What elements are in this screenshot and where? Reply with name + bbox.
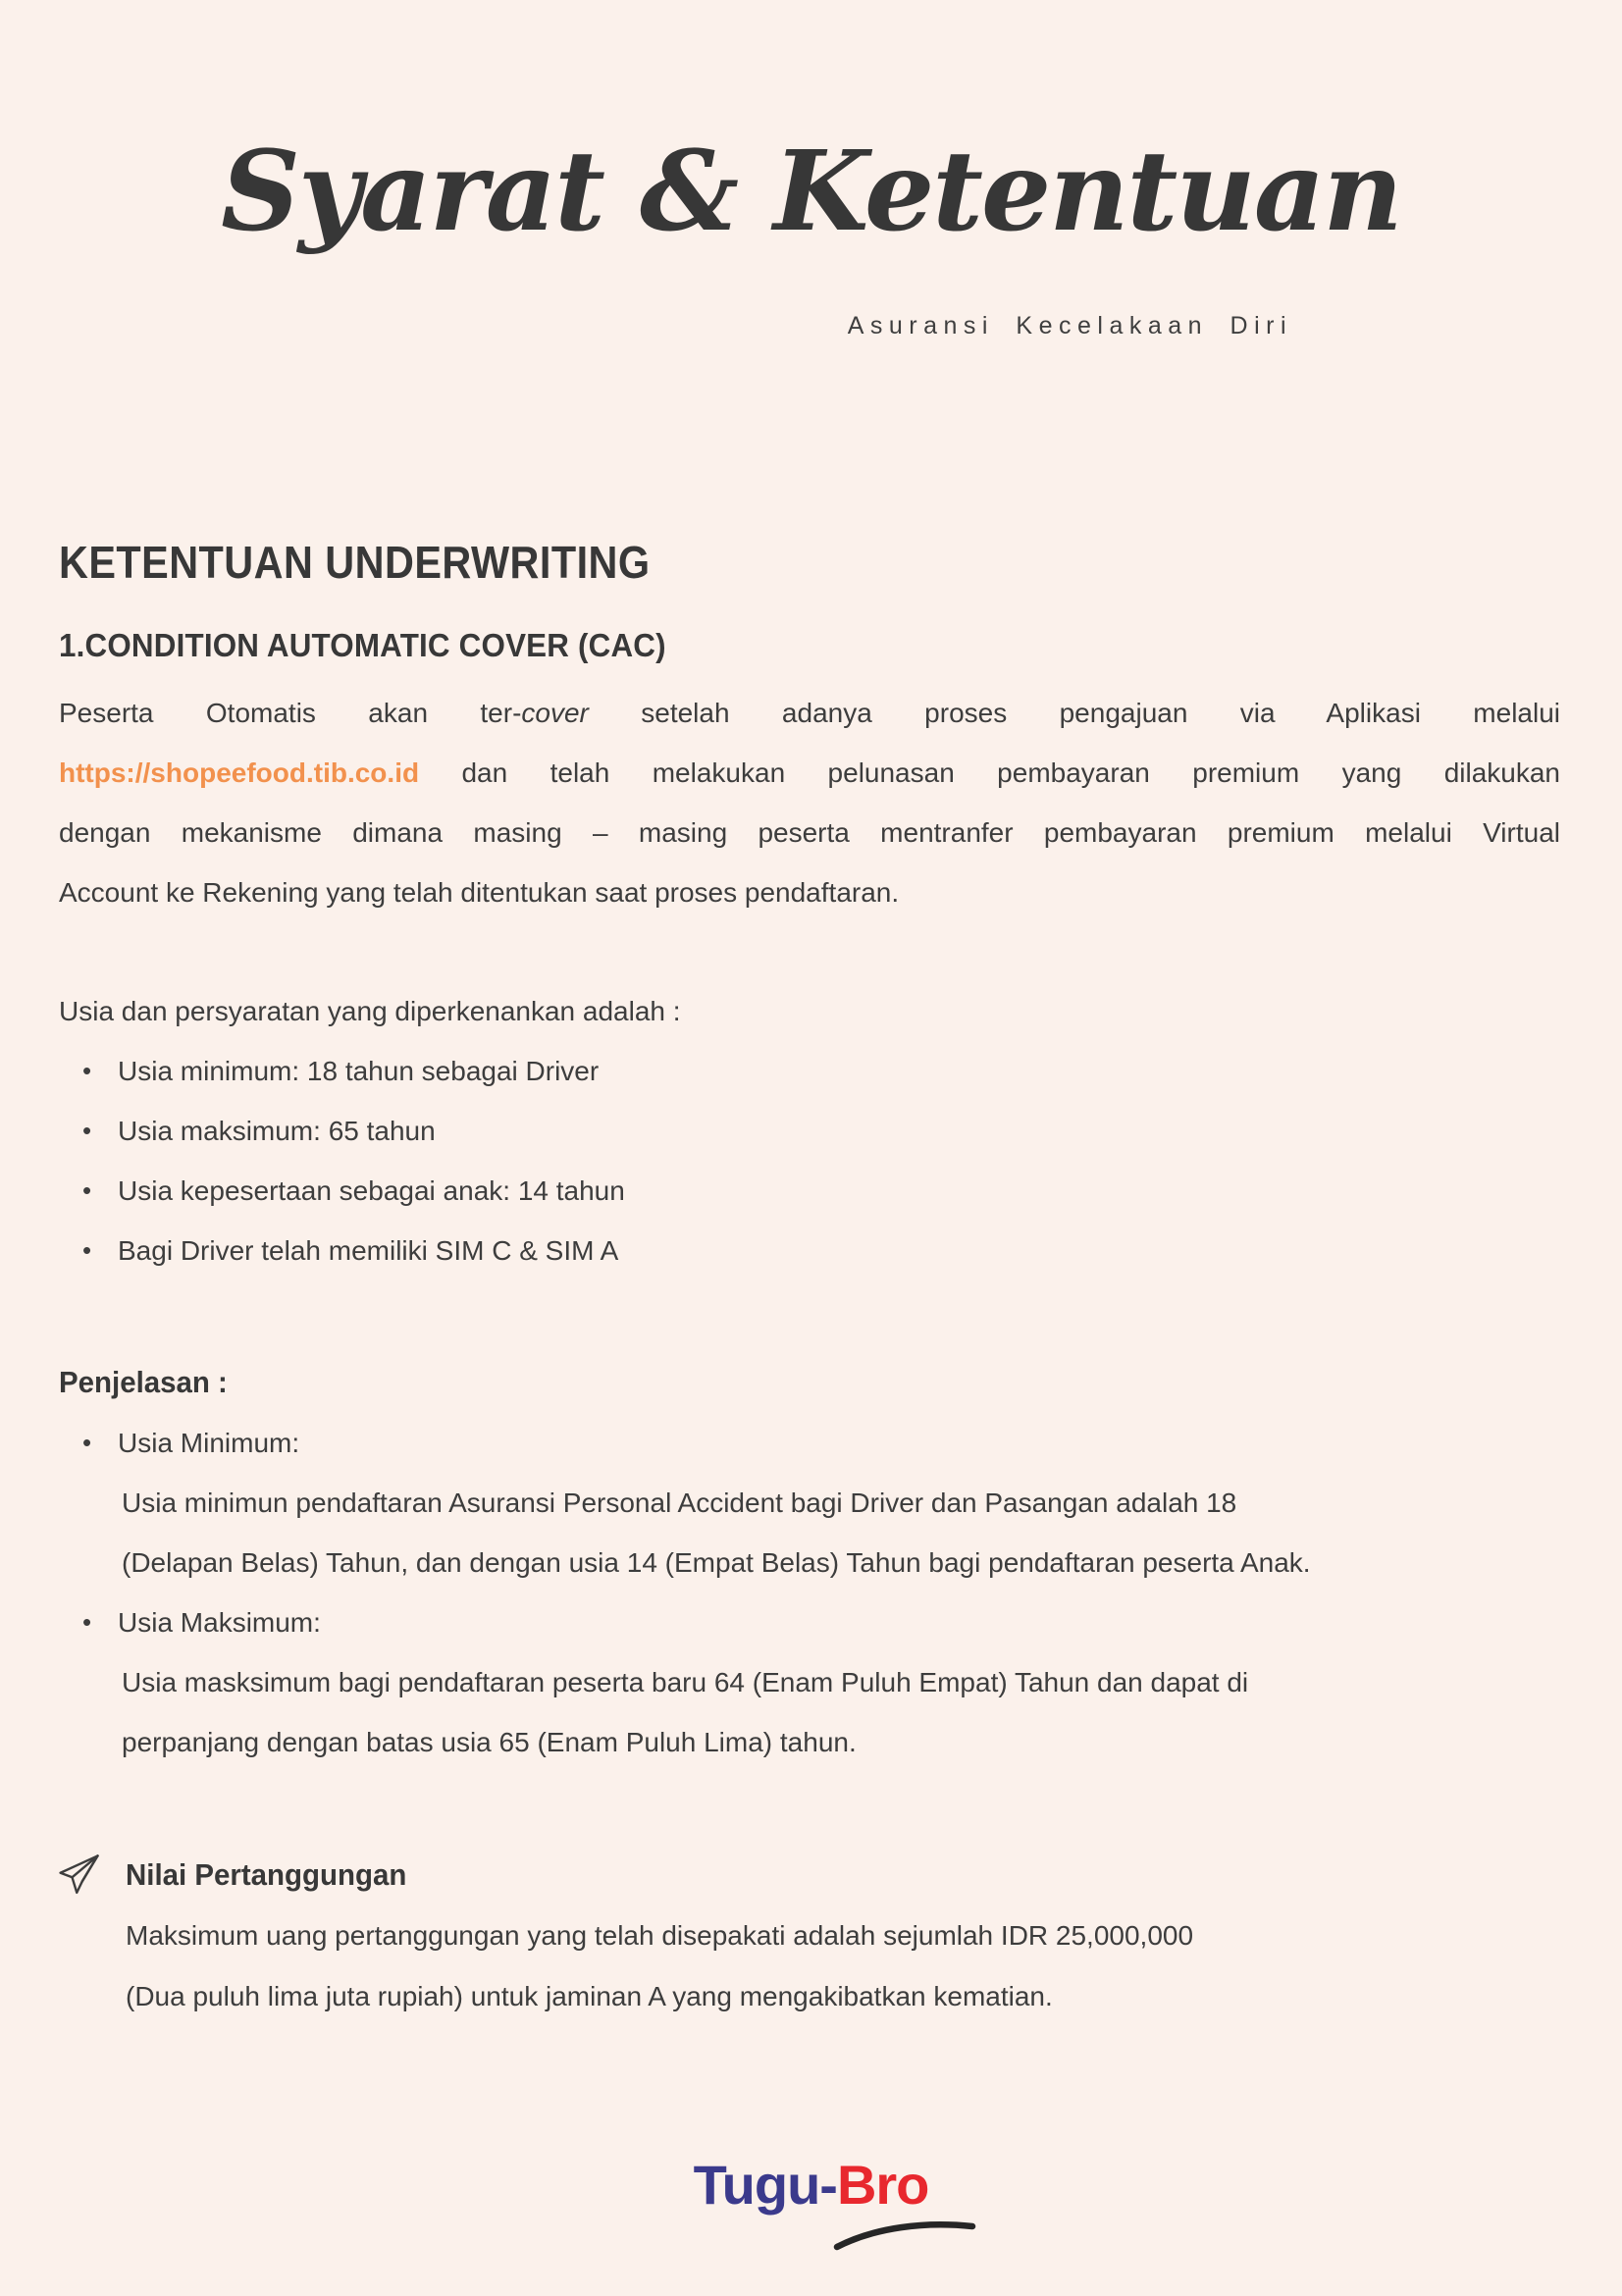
age-intro: Usia dan persyaratan yang diperkenankan adalah : (59, 996, 681, 1026)
cac-paragraph-line1 (59, 683, 1560, 743)
nilai-heading: Nilai Pertanggungan (126, 1857, 407, 1892)
cac-paragraph-line4: Account ke Rekening yang telah ditentukan saat proses pendaftaran. (59, 877, 900, 908)
list-item (59, 1101, 1560, 1161)
penjelasan-section (59, 1352, 1560, 1772)
age-bullet-text: Bagi Driver telah memiliki SIM C & SIM A (118, 1235, 619, 1266)
list-item (59, 1041, 1560, 1101)
cac-text-italic: cover (521, 698, 589, 728)
cac-paragraph (59, 683, 1560, 922)
bullet-icon: • (82, 1175, 92, 1205)
penjelasan-item-line: Usia minimun pendaftaran Asuransi Personal Accident bagi Driver dan Pasangan adalah 18 (122, 1487, 1237, 1518)
bullet-icon: • (82, 1116, 92, 1145)
bullet-icon: • (82, 1607, 92, 1637)
logo-text-blue: Tugu- (693, 2154, 837, 2216)
section-underwriting (59, 538, 715, 587)
underwriting-heading: KETENTUAN UNDERWRITING (59, 537, 651, 588)
document-title: Syarat & Ketentuan (221, 128, 1401, 256)
cac-paragraph-line3: dengan mekanisme dimana masing – masing peserta mentranfer pembayaran premium melalui Virtual (59, 817, 1560, 848)
company-logo (0, 2155, 1622, 2253)
nilai-heading-wrap (126, 1845, 1560, 1905)
penjelasan-heading: Penjelasan : (59, 1365, 228, 1399)
age-bullet-text: Usia kepesertaan sebagai anak: 14 tahun (118, 1175, 625, 1206)
bullet-icon: • (82, 1056, 92, 1085)
logo-wordmark (0, 2155, 1622, 2216)
age-bullet-text: Usia minimum: 18 tahun sebagai Driver (118, 1056, 600, 1086)
penjelasan-item-title: Usia Minimum: (118, 1428, 300, 1458)
bullet-icon: • (82, 1235, 92, 1265)
cac-text-pre: Peserta Otomatis akan ter- (59, 698, 522, 728)
penjelasan-item-line: perpanjang dengan batas usia 65 (Enam Puluh Lima) tahun. (122, 1727, 857, 1757)
penjelasan-item-line: Usia masksimum bagi pendaftaran peserta baru 64 (Enam Puluh Empat) Tahun dan dapat di (122, 1667, 1249, 1697)
age-bullet-text: Usia maksimum: 65 tahun (118, 1116, 436, 1146)
list-item (59, 1592, 1560, 1772)
nilai-line: Maksimum uang pertanggungan yang telah disepakati adalah sejumlah IDR 25,000,000 (126, 1920, 1194, 1951)
penjelasan-item-title: Usia Maksimum: (118, 1607, 321, 1638)
list-item (59, 1161, 1560, 1221)
list-item (59, 1413, 1560, 1592)
nilai-line: (Dua puluh lima juta rupiah) untuk jaminan A yang mengakibatkan kematian. (126, 1981, 1053, 2011)
logo-swoosh-wrap (713, 2218, 910, 2253)
shopeefood-link[interactable]: https://shopeefood.tib.co.id (59, 757, 420, 788)
logo-swoosh-icon (831, 2218, 978, 2253)
cac-text-post: setelah adanya proses pengajuan via Aplikasi melalui (588, 698, 1560, 728)
age-requirements (59, 981, 1560, 1280)
cac-heading: 1.CONDITION AUTOMATIC COVER (CAC) (59, 627, 666, 663)
paper-plane-icon (53, 1851, 104, 1902)
cac-paragraph-line2 (59, 743, 1560, 803)
bullet-icon: • (82, 1428, 92, 1457)
age-bullet-list (59, 1041, 1560, 1280)
cac-text-after-link: dan telah melakukan pelunasan pembayaran premium yang dilakukan (419, 757, 1560, 788)
penjelasan-heading-wrap (59, 1352, 1560, 1413)
penjelasan-item-line: (Delapan Belas) Tahun, dan dengan usia 14 (Empat Belas) Tahun bagi pendaftaran peserta Anak. (122, 1547, 1311, 1578)
section-cac (59, 625, 698, 666)
list-item (59, 1221, 1560, 1280)
logo-text-red: Bro (836, 2154, 929, 2216)
nilai-pertanggungan-section (59, 1845, 1560, 2027)
penjelasan-list (59, 1413, 1560, 1772)
document-subtitle: Asuransi Kecelakaan Diri (847, 312, 1292, 339)
